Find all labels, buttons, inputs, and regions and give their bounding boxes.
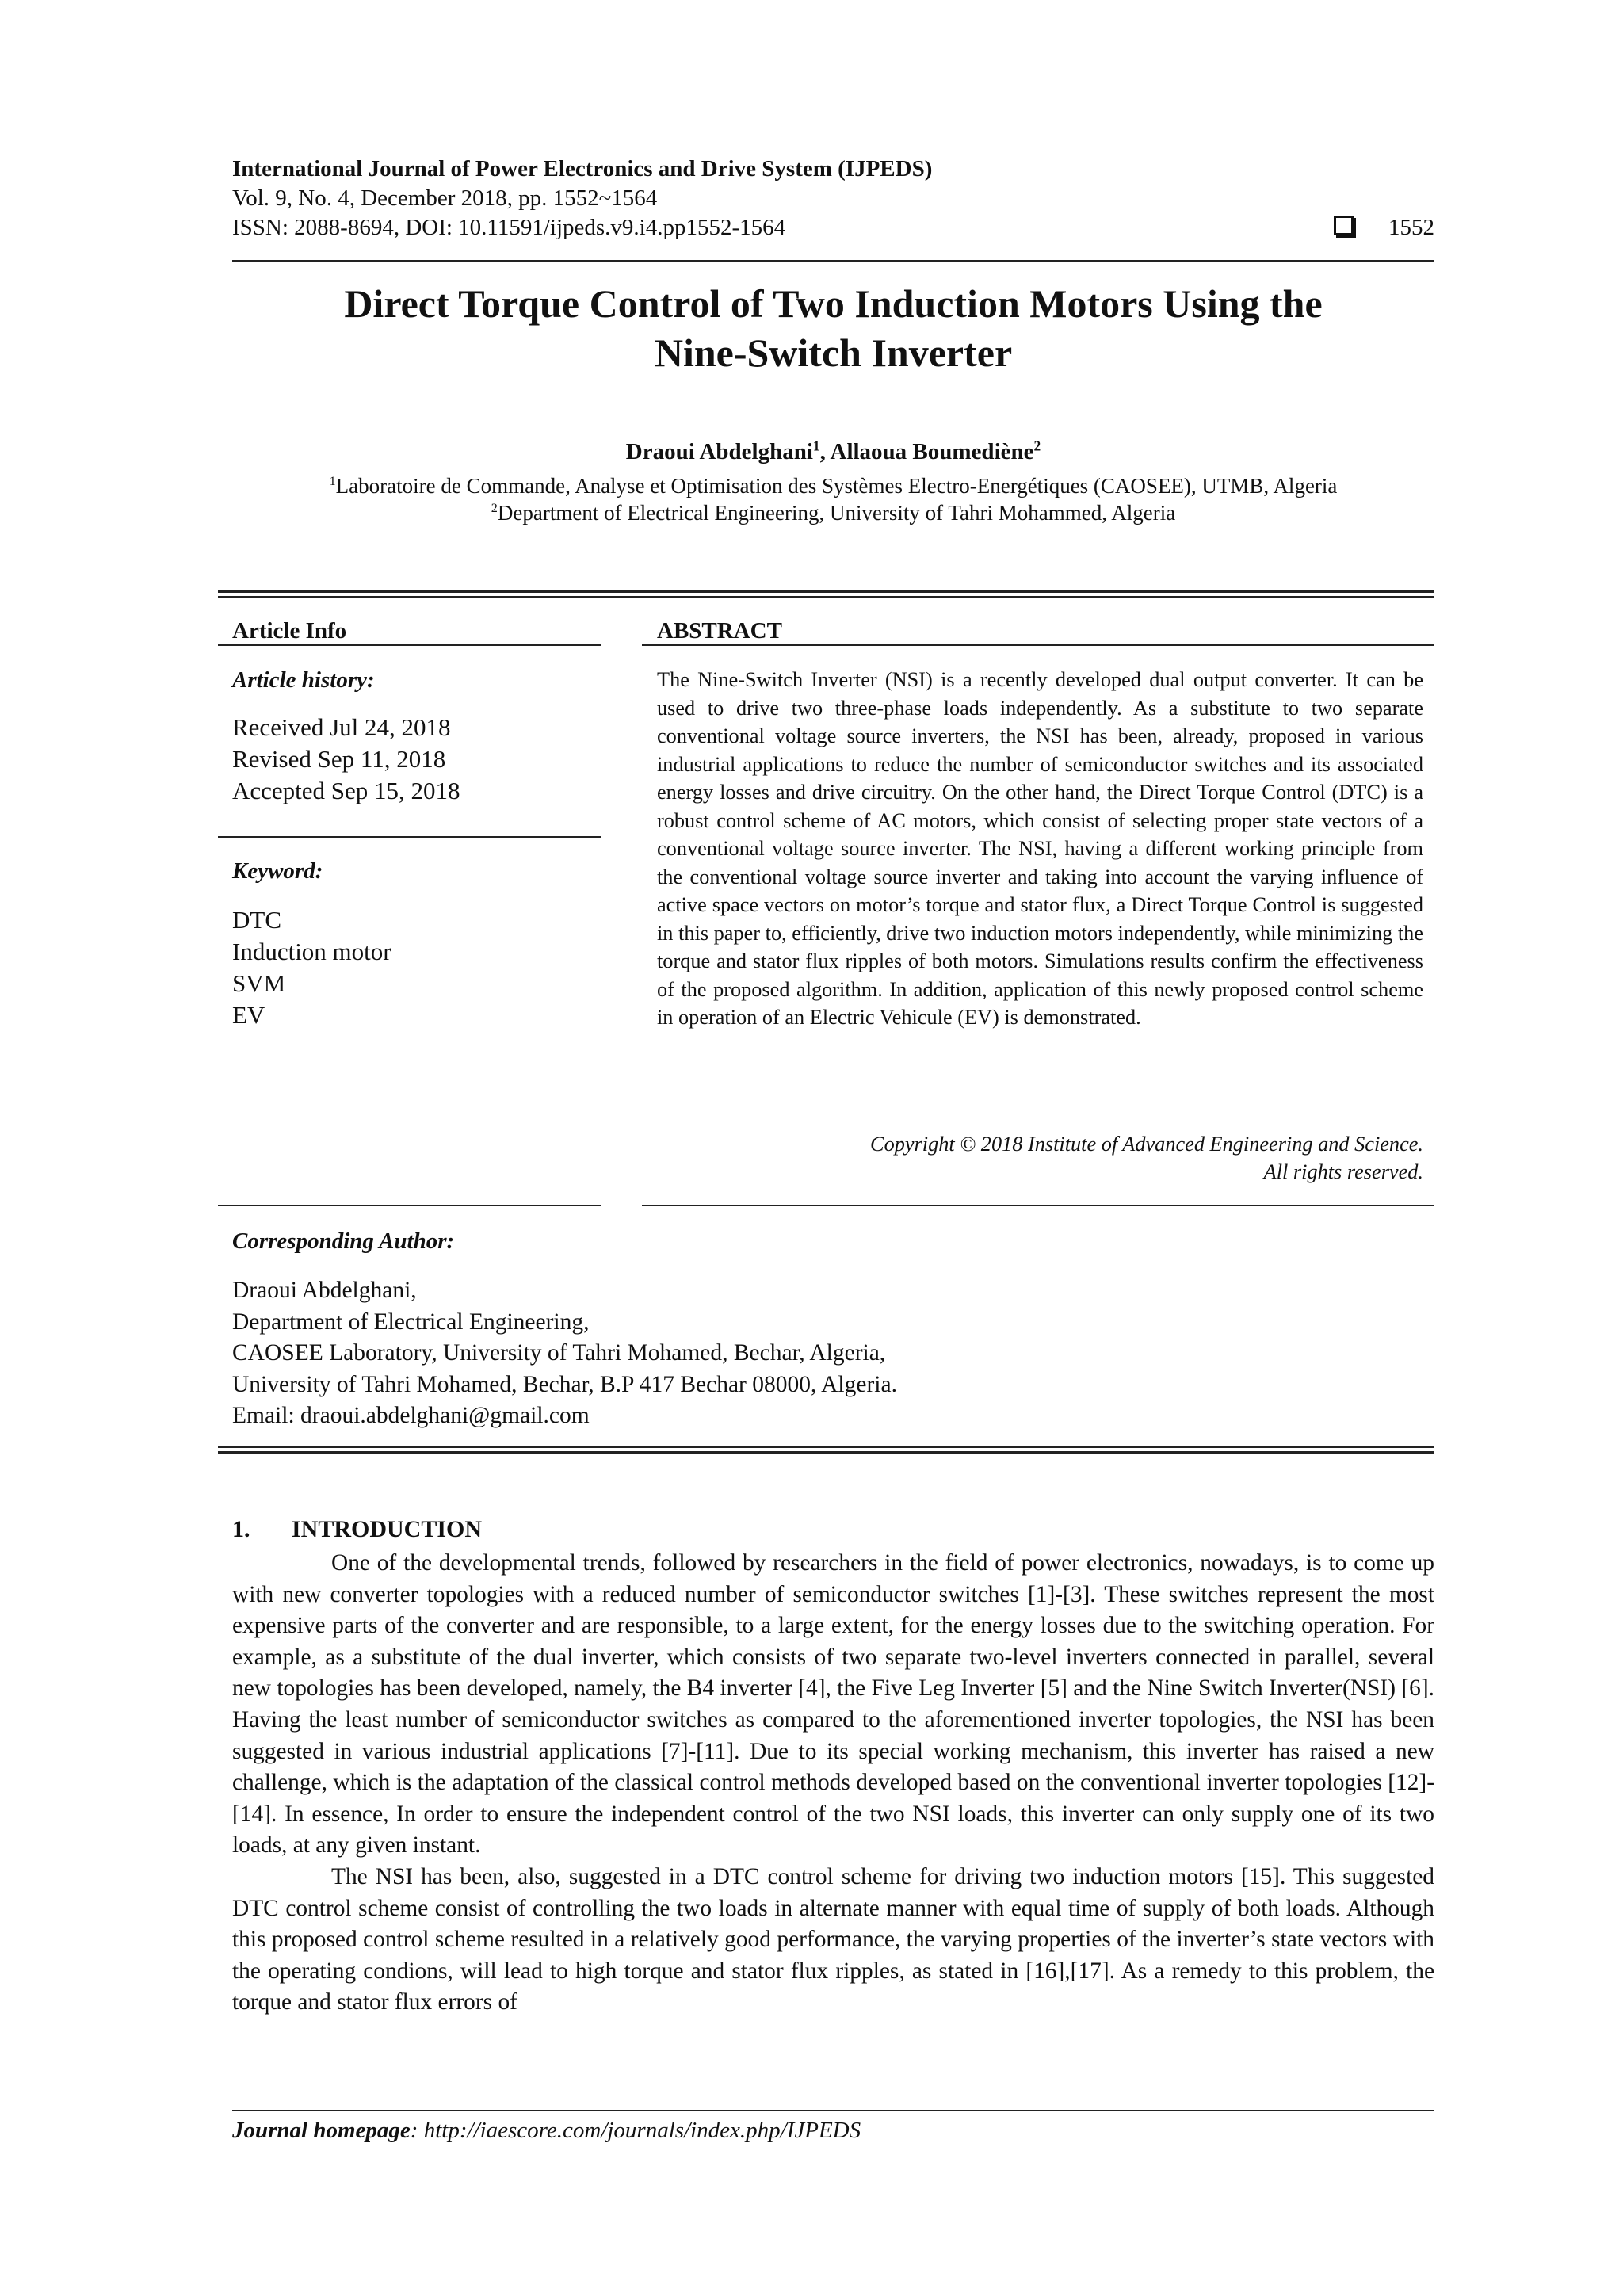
intro-paragraph: The NSI has been, also, suggested in a DTC control scheme for driving two induction motors [15]. This suggested DTC control scheme consist of controlling the two loads in alternate manner with equal time of supply of both loads. Although this proposed control scheme resulted in a relatively good performance, the varying properties of the inverter’s state vectors with the operating condions, will lead to high torque and stator flux ripples, as stated in [16],[17]. As a remedy to this problem, the torque and stator flux errors of <box>232 1863 1434 2015</box>
section-number: 1. <box>232 1516 250 1542</box>
footer-label: Journal homepage <box>232 2118 411 2143</box>
corr-line: CAOSEE Laboratory, University of Tahri Mohamed, Bechar, Algeria, <box>232 1340 886 1366</box>
keyword-rule <box>218 836 601 838</box>
page-number-block <box>1334 215 1434 241</box>
keyword-item: EV <box>232 1001 265 1029</box>
info-bottom-rule <box>218 1205 601 1206</box>
authors <box>232 439 1434 465</box>
corr-line: University of Tahri Mohamed, Bechar, B.P 417 Bechar 08000, Algeria. <box>232 1371 897 1397</box>
revised-date: Revised Sep 11, 2018 <box>232 745 446 773</box>
keyword-heading: Keyword: <box>232 858 323 884</box>
paper-title <box>232 279 1434 377</box>
keyword-item: DTC <box>232 906 281 934</box>
received-date: Received Jul 24, 2018 <box>232 713 451 741</box>
author-2-sup: 2 <box>1033 437 1041 454</box>
affiliation-2-sup: 2 <box>491 501 498 515</box>
frame-top-rule-2 <box>218 596 1434 598</box>
journal-homepage-link[interactable]: http://iaescore.com/journals/index.php/IJPEDS <box>423 2118 861 2143</box>
introduction-heading <box>232 1516 482 1543</box>
abstract-bottom-rule <box>642 1205 1434 1206</box>
footer: Journal homepage: http://iaescore.com/journals/index.php/IJPEDS <box>232 2118 861 2143</box>
corresponding-author-heading: Corresponding Author: <box>232 1228 455 1254</box>
introduction-body <box>232 1548 1434 2019</box>
journal-header <box>232 155 1434 243</box>
keyword-list <box>232 904 391 1031</box>
article-history <box>232 712 460 807</box>
author-2: Allaoua Boumediène <box>830 439 1034 464</box>
intro-paragraph: One of the developmental trends, followed by researchers in the field of power electronics, nowadays, is to come up with new converter topologies with a reduced number of semiconductor switches [1]-[3]. These switches represent the most expensive parts of the converter and are responsible, to a large extent, for the energy losses due to the switching operation. For example, as a substitute of the dual inverter, which consists of two separate two-level inverters connected in parallel, several new topologies has been developed, namely, the B4 inverter [4], the Five Leg Inverter [5] and the Nine Switch Inverter(NSI) [6]. Having the least number of semiconductor switches as compared to the aforementioned inverter topologies, the NSI has been suggested in various industrial applications [7]-[11]. Due to its special working mechanism, this inverter has raised a new challenge, which is the adaptation of the classical control methods developed based on the conventional inverter topologies [12]-[14]. In essence, In order to ensure the independent control of the two NSI loads, this inverter can only supply one of its two loads, at any given instant. <box>232 1550 1434 1859</box>
footer-rule <box>232 2110 1434 2111</box>
journal-name: International Journal of Power Electronics and Drive System (IJPEDS) <box>232 156 933 181</box>
frame-bottom-rule-1 <box>218 1446 1434 1448</box>
copyright <box>657 1130 1423 1186</box>
checkbox-square-icon <box>1334 216 1354 235</box>
frame-bottom-rule-2 <box>218 1451 1434 1454</box>
affiliation-1: $^1$Laboratoire de Commande, Analyse et Optimisation des Systèmes Electro-Energétiques (CAOSEE), UTMB, Algeria <box>329 474 1338 498</box>
abstract-rule <box>642 644 1434 646</box>
author-1: Draoui Abdelghani <box>625 439 813 464</box>
keyword-item: Induction motor <box>232 938 391 965</box>
article-info-rule <box>218 644 601 646</box>
abstract-heading: ABSTRACT <box>657 618 782 644</box>
section-title: INTRODUCTION <box>292 1516 483 1542</box>
corr-line: Department of Electrical Engineering, <box>232 1308 590 1335</box>
title-line-1: Direct Torque Control of Two Induction Motors Using the <box>344 281 1323 326</box>
page-number: 1552 <box>1388 215 1434 240</box>
title-line-2: Nine-Switch Inverter <box>654 330 1013 375</box>
article-info-heading: Article Info <box>232 618 347 644</box>
affiliation-1-sup: 1 <box>329 474 336 488</box>
copyright-line-2: All rights reserved. <box>1263 1160 1423 1183</box>
corr-line: Draoui Abdelghani, <box>232 1278 417 1303</box>
article-history-heading: Article history: <box>232 667 375 693</box>
header-rule <box>232 260 1434 262</box>
corr-email: Email: draoui.abdelghani@gmail.com <box>232 1403 590 1428</box>
corresponding-author-details <box>232 1275 1434 1432</box>
accepted-date: Accepted Sep 15, 2018 <box>232 777 460 804</box>
abstract-text: The Nine-Switch Inverter (NSI) is a recently developed dual output converter. It can be used to drive two three-phase loads independently. As a substitute to two separate conventional voltage source inverters, the NSI has been, already, proposed in various industrial applications to reduce the number of semiconductor switches and its associated energy losses and drive circuitry. On the other hand, the Direct Torque Control (DTC) is a robust control scheme of AC motors, which consist of selecting proper state vectors of a conventional voltage source inverter. The NSI, having a different working principle from the conventional voltage source inverter and taking into account the varying influence of active space vectors on motor’s torque and stator flux, a Direct Torque Control is suggested in this paper to, efficiently, drive two induction motors independently, while minimizing the torque and stator flux ripples of both motors. Simulations results confirm the effectiveness of the proposed algorithm. In addition, application of this newly proposed control scheme in operation of an Electric Vehicule (EV) is demonstrated. <box>657 668 1423 1029</box>
frame-top-rule-1 <box>218 590 1434 593</box>
copyright-line-1: Copyright © 2018 Institute of Advanced Engineering and Science. <box>870 1133 1423 1156</box>
affiliation-2: $^2$Department of Electrical Engineering, University of Tahri Mohammed, Algeria <box>491 501 1176 525</box>
author-separator: , <box>819 439 831 464</box>
volume-line: Vol. 9, No. 4, December 2018, pp. 1552~1564 <box>232 185 658 211</box>
author-1-sup: 1 <box>812 437 820 454</box>
issn-line: ISSN: 2088-8694, DOI: 10.11591/ijpeds.v9.i4.pp1552-1564 <box>232 215 786 240</box>
keyword-item: SVM <box>232 969 286 997</box>
